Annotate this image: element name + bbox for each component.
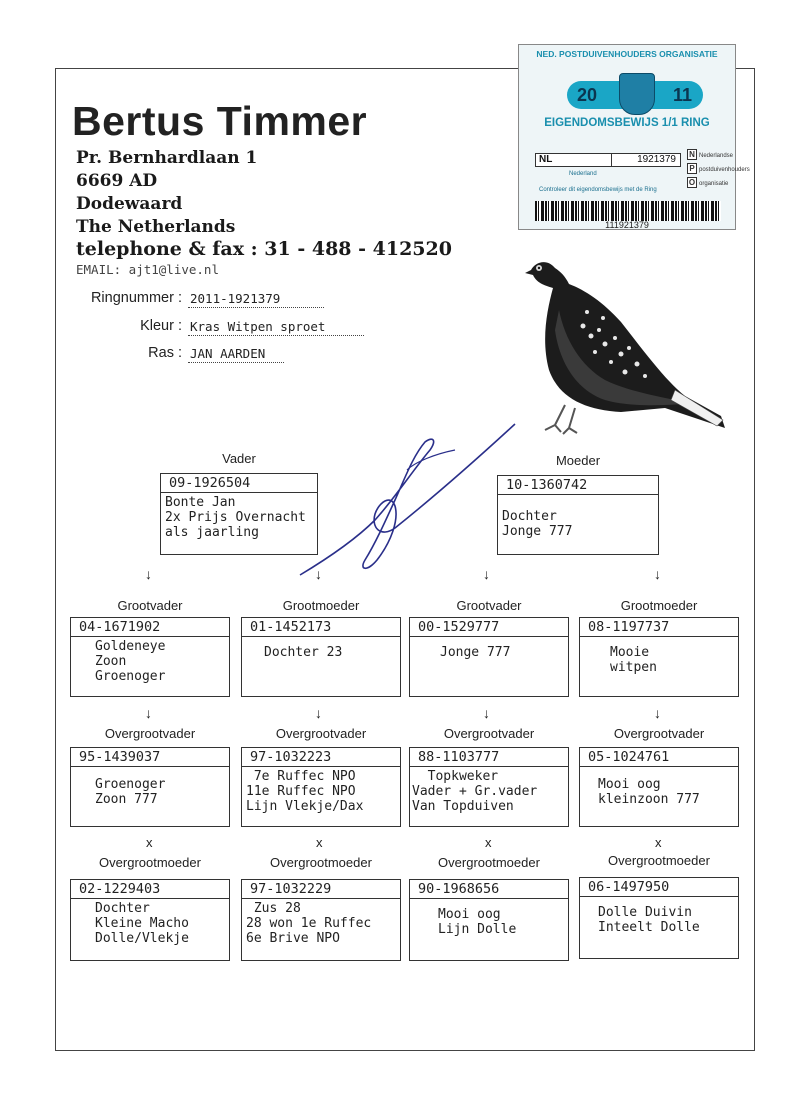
pigeon-description: Dochter Jonge 777	[502, 509, 573, 539]
phone-number: 31 - 488 - 412520	[264, 238, 452, 260]
parent-title-vader: Vader	[222, 451, 256, 466]
pedigree-box-grootvader-2	[409, 617, 569, 697]
great-grandfather-title: Overgrootvader	[613, 726, 705, 741]
ring-number: 05-1024761	[580, 748, 738, 767]
ring-number: 04-1671902	[71, 618, 229, 637]
email-line: EMAIL: ajt1@live.nl	[76, 262, 219, 277]
great-grandfather-title: Overgrootvader	[443, 726, 535, 741]
parent-title-moeder: Moeder	[555, 453, 601, 468]
certificate-org: NED. POSTDUIVENHOUDERS ORGANISATIE	[536, 49, 718, 59]
arrow-down-icon: ↓	[315, 705, 322, 721]
ring-number: 88-1103777	[410, 748, 568, 767]
pigeon-description: 7e Ruffec NPO 11e Ruffec NPO Lijn Vlekje/Dax	[246, 769, 364, 814]
pigeon-description: Zus 28 28 won 1e Ruffec 6e Brive NPO	[246, 901, 372, 946]
arrow-down-icon: ↓	[145, 705, 152, 721]
certificate-year-left: 20	[577, 85, 598, 105]
pedigree-box-grootmoeder-1	[241, 617, 401, 697]
breed-label: Ras :	[148, 345, 182, 361]
ring-number: 08-1197737	[580, 618, 738, 637]
ring-number: 97-1032223	[242, 748, 400, 767]
ring-number: 95-1439037	[71, 748, 229, 767]
breed-value: JAN AARDEN	[188, 346, 284, 363]
ring-number: 02-1229403	[71, 880, 229, 899]
grandparent-title: Grootvader	[117, 598, 183, 613]
ring-value: 2011-1921379	[188, 291, 324, 308]
pigeon-description: Mooie witpen	[610, 645, 657, 675]
pedigree-box-overgrootmoeder-1	[70, 879, 230, 961]
pedigree-box-overgrootvader-2	[241, 747, 401, 827]
grandparent-title: Grootmoeder	[620, 598, 698, 613]
ring-number: 09-1926504	[161, 474, 317, 493]
certificate-side-2: P postduivenhouders	[687, 163, 750, 174]
great-grandmother-title: Overgrootmoeder	[608, 853, 710, 868]
ownership-certificate	[518, 44, 750, 230]
pigeon-description: Mooi oog Lijn Dolle	[438, 907, 517, 937]
pedigree-box-grootvader-1	[70, 617, 230, 697]
pigeon-description: Mooi oog kleinzoon 777	[598, 777, 700, 807]
ring-number: 97-1032229	[242, 880, 400, 899]
certificate-country-name: Nederland	[569, 171, 597, 177]
pigeon-description: Dochter 23	[264, 645, 343, 660]
pigeon-description: Topkweker Vader + Gr.vader Van Topduiven	[412, 769, 538, 814]
pigeon-description: Bonte Jan 2x Prijs Overnacht als jaarling	[165, 495, 306, 540]
pedigree-box-moeder	[497, 475, 659, 555]
ring-number: 01-1452173	[242, 618, 400, 637]
grandparent-title: Grootvader	[456, 598, 522, 613]
cross-sign: x	[316, 835, 323, 850]
phone-line	[76, 238, 452, 260]
certificate-ring-number: 1921379	[611, 153, 681, 167]
great-grandmother-title: Overgrootmoeder	[270, 855, 372, 870]
ring-number: 90-1968656	[410, 880, 568, 899]
ring-number: 00-1529777	[410, 618, 568, 637]
color-label: Kleur :	[140, 318, 182, 334]
pedigree-box-overgrootvader-3	[409, 747, 569, 827]
cross-sign: x	[655, 835, 662, 850]
pigeon-description: Dolle Duivin Inteelt Dolle	[598, 905, 700, 935]
cross-sign: x	[146, 835, 153, 850]
pigeon-image	[525, 240, 730, 440]
certificate-barcode-number: 111921379	[605, 220, 649, 230]
ring-number: 10-1360742	[498, 476, 658, 495]
cross-sign: x	[485, 835, 492, 850]
arrow-down-icon: ↓	[315, 566, 322, 582]
signature-image	[295, 410, 525, 580]
breeder-name: Bertus Timmer	[72, 98, 368, 144]
certificate-control-note: Controleer dit eigendomsbewijs met de Ring	[539, 187, 657, 193]
pedigree-box-grootmoeder-2	[579, 617, 739, 697]
ring-number: 06-1497950	[580, 878, 738, 897]
arrow-down-icon: ↓	[654, 566, 661, 582]
arrow-down-icon: ↓	[654, 705, 661, 721]
pigeon-description: Jonge 777	[440, 645, 511, 660]
pedigree-box-overgrootmoeder-3	[409, 879, 569, 961]
great-grandmother-title: Overgrootmoeder	[438, 855, 540, 870]
color-value: Kras Witpen sproet	[188, 319, 364, 336]
pigeon-description: Goldeneye Zoon Groenoger	[95, 639, 166, 684]
great-grandmother-title: Overgrootmoeder	[99, 855, 201, 870]
arrow-down-icon: ↓	[145, 566, 152, 582]
address-city: Dodewaard	[76, 194, 183, 214]
pedigree-box-vader	[160, 473, 318, 555]
great-grandfather-title: Overgrootvader	[104, 726, 196, 741]
npo-crest-icon	[619, 73, 655, 115]
arrow-down-icon: ↓	[483, 705, 490, 721]
pedigree-box-overgrootmoeder-4	[579, 877, 739, 959]
certificate-side-3: O organisatie	[688, 178, 729, 187]
certificate-year-right: 11	[673, 85, 693, 105]
certificate-title: EIGENDOMSBEWIJS 1/1 RING	[544, 117, 710, 129]
phone-label: telephone & fax :	[76, 238, 258, 260]
certificate-side-1: N Nederlandse	[687, 149, 733, 160]
address-country: The Netherlands	[76, 217, 236, 237]
address-postcode: 6669 AD	[76, 171, 158, 191]
ring-label: Ringnummer :	[90, 290, 182, 306]
pedigree-box-overgrootvader-4	[579, 747, 739, 827]
address-street: Pr. Bernhardlaan 1	[76, 148, 258, 168]
grandparent-title: Grootmoeder	[282, 598, 360, 613]
arrow-down-icon: ↓	[483, 566, 490, 582]
pedigree-box-overgrootvader-1	[70, 747, 230, 827]
pedigree-box-overgrootmoeder-2	[241, 879, 401, 961]
certificate-country-code: NL	[535, 153, 615, 167]
great-grandfather-title: Overgrootvader	[275, 726, 367, 741]
pigeon-description: Dochter Kleine Macho Dolle/Vlekje	[95, 901, 189, 946]
pigeon-description: Groenoger Zoon 777	[95, 777, 166, 807]
barcode-icon	[535, 201, 721, 221]
